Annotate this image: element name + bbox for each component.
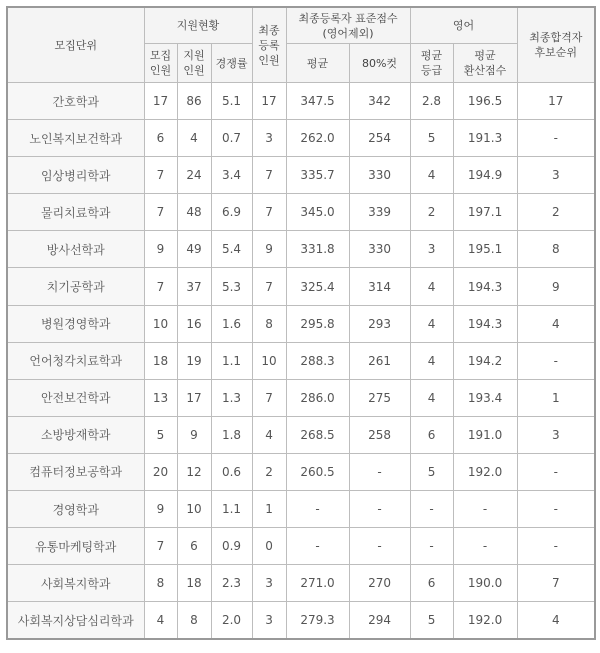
table-row [7, 342, 595, 379]
cell-score-average: 268.5 [286, 416, 349, 453]
cell-competition: 2.3 [211, 565, 252, 602]
cell-english-avg-grade: 3 [410, 231, 453, 268]
cell-score-cut80: 261 [349, 342, 410, 379]
cell-unit-name: 간호학과 [7, 83, 144, 120]
cell-english-avg-converted: 191.0 [453, 416, 517, 453]
cell-score-average: 288.3 [286, 342, 349, 379]
cell-score-average: 347.5 [286, 83, 349, 120]
cell-english-avg-converted: 194.9 [453, 157, 517, 194]
cell-applicants: 24 [177, 157, 211, 194]
table-row [7, 83, 595, 120]
cell-english-avg-converted: 196.5 [453, 83, 517, 120]
cell-applicants: 19 [177, 342, 211, 379]
cell-final-waitlist: 17 [517, 83, 595, 120]
cell-english-avg-grade: - [410, 528, 453, 565]
cell-applicants: 17 [177, 379, 211, 416]
cell-english-avg-converted: 192.0 [453, 453, 517, 490]
header-application-status: 지원현황 [144, 7, 252, 44]
cell-applicants: 49 [177, 231, 211, 268]
table-row [7, 305, 595, 342]
cell-final-registered: 1 [252, 491, 286, 528]
table-body [7, 83, 595, 640]
cell-applicants: 8 [177, 602, 211, 640]
header-applicants: 지원 인원 [177, 44, 211, 83]
cell-final-waitlist: - [517, 491, 595, 528]
cell-score-cut80: - [349, 453, 410, 490]
cell-final-registered: 17 [252, 83, 286, 120]
header-avg-grade: 평균 등급 [410, 44, 453, 83]
cell-applicants: 6 [177, 528, 211, 565]
cell-recruit: 4 [144, 602, 177, 640]
cell-recruit: 8 [144, 565, 177, 602]
cell-final-registered: 3 [252, 565, 286, 602]
cell-unit-name: 안전보건학과 [7, 379, 144, 416]
cell-final-waitlist: 1 [517, 379, 595, 416]
cell-english-avg-grade: - [410, 491, 453, 528]
cell-final-waitlist: - [517, 342, 595, 379]
cell-score-average: 286.0 [286, 379, 349, 416]
header-recruit: 모집 인원 [144, 44, 177, 83]
cell-applicants: 48 [177, 194, 211, 231]
cell-unit-name: 노인복지보건학과 [7, 120, 144, 157]
cell-recruit: 18 [144, 342, 177, 379]
header-avg-converted: 평균 환산점수 [453, 44, 517, 83]
header-average: 평균 [286, 44, 349, 83]
cell-english-avg-grade: 5 [410, 120, 453, 157]
table-row [7, 416, 595, 453]
cell-recruit: 7 [144, 268, 177, 305]
cell-competition: 5.1 [211, 83, 252, 120]
cell-recruit: 10 [144, 305, 177, 342]
cell-competition: 1.8 [211, 416, 252, 453]
header-unit: 모집단위 [7, 7, 144, 83]
table-row [7, 268, 595, 305]
cell-competition: 1.6 [211, 305, 252, 342]
table-row [7, 194, 595, 231]
cell-final-waitlist: - [517, 120, 595, 157]
cell-score-average: 295.8 [286, 305, 349, 342]
cell-applicants: 18 [177, 565, 211, 602]
admissions-table-container [6, 6, 594, 640]
cell-score-cut80: 314 [349, 268, 410, 305]
table-header [7, 7, 595, 83]
cell-final-waitlist: - [517, 528, 595, 565]
cell-score-average: 345.0 [286, 194, 349, 231]
cell-english-avg-grade: 2.8 [410, 83, 453, 120]
header-final-registered: 최종 등록 인원 [252, 7, 286, 83]
cell-english-avg-grade: 6 [410, 416, 453, 453]
cell-recruit: 7 [144, 194, 177, 231]
header-final-score: 최종등록자 표준점수 (영어제외) [286, 7, 410, 44]
cell-english-avg-grade: 6 [410, 565, 453, 602]
cell-score-cut80: 270 [349, 565, 410, 602]
cell-recruit: 7 [144, 157, 177, 194]
cell-competition: 1.1 [211, 342, 252, 379]
cell-english-avg-converted: - [453, 528, 517, 565]
cell-english-avg-converted: 190.0 [453, 565, 517, 602]
cell-unit-name: 사회복지상담심리학과 [7, 602, 144, 640]
cell-competition: 1.3 [211, 379, 252, 416]
cell-applicants: 16 [177, 305, 211, 342]
cell-score-average: 279.3 [286, 602, 349, 640]
cell-english-avg-grade: 4 [410, 157, 453, 194]
cell-score-cut80: 275 [349, 379, 410, 416]
cell-competition: 5.4 [211, 231, 252, 268]
cell-final-waitlist: 3 [517, 416, 595, 453]
cell-final-registered: 3 [252, 120, 286, 157]
table-row [7, 602, 595, 640]
cell-score-average: 271.0 [286, 565, 349, 602]
cell-english-avg-grade: 4 [410, 305, 453, 342]
cell-competition: 1.1 [211, 491, 252, 528]
header-cut80: 80%컷 [349, 44, 410, 83]
header-competition: 경쟁률 [211, 44, 252, 83]
cell-score-average: - [286, 491, 349, 528]
cell-recruit: 20 [144, 453, 177, 490]
cell-english-avg-converted: 194.3 [453, 305, 517, 342]
cell-final-registered: 4 [252, 416, 286, 453]
cell-english-avg-converted: 192.0 [453, 602, 517, 640]
table-row [7, 565, 595, 602]
cell-score-average: 262.0 [286, 120, 349, 157]
cell-competition: 3.4 [211, 157, 252, 194]
cell-unit-name: 치기공학과 [7, 268, 144, 305]
cell-applicants: 86 [177, 83, 211, 120]
cell-score-cut80: - [349, 491, 410, 528]
table-row [7, 528, 595, 565]
cell-score-cut80: 294 [349, 602, 410, 640]
cell-english-avg-converted: 197.1 [453, 194, 517, 231]
cell-final-waitlist: 4 [517, 602, 595, 640]
cell-applicants: 37 [177, 268, 211, 305]
cell-applicants: 4 [177, 120, 211, 157]
cell-final-registered: 7 [252, 379, 286, 416]
cell-unit-name: 병원경영학과 [7, 305, 144, 342]
cell-final-registered: 10 [252, 342, 286, 379]
cell-english-avg-grade: 5 [410, 602, 453, 640]
cell-final-registered: 0 [252, 528, 286, 565]
cell-final-waitlist: 3 [517, 157, 595, 194]
cell-unit-name: 임상병리학과 [7, 157, 144, 194]
cell-unit-name: 사회복지학과 [7, 565, 144, 602]
cell-score-cut80: 339 [349, 194, 410, 231]
cell-recruit: 6 [144, 120, 177, 157]
cell-unit-name: 경영학과 [7, 491, 144, 528]
cell-unit-name: 방사선학과 [7, 231, 144, 268]
cell-english-avg-grade: 4 [410, 379, 453, 416]
cell-unit-name: 컴퓨터정보공학과 [7, 453, 144, 490]
cell-final-registered: 7 [252, 157, 286, 194]
cell-english-avg-grade: 5 [410, 453, 453, 490]
cell-score-average: 335.7 [286, 157, 349, 194]
cell-final-registered: 7 [252, 194, 286, 231]
admissions-table [6, 6, 596, 640]
table-row [7, 379, 595, 416]
cell-english-avg-converted: 194.2 [453, 342, 517, 379]
cell-unit-name: 소방방재학과 [7, 416, 144, 453]
cell-unit-name: 언어청각치료학과 [7, 342, 144, 379]
cell-recruit: 13 [144, 379, 177, 416]
cell-recruit: 7 [144, 528, 177, 565]
cell-final-waitlist: 7 [517, 565, 595, 602]
cell-score-average: 325.4 [286, 268, 349, 305]
cell-final-registered: 9 [252, 231, 286, 268]
cell-final-waitlist: 4 [517, 305, 595, 342]
cell-score-cut80: 293 [349, 305, 410, 342]
table-row [7, 453, 595, 490]
cell-unit-name: 유통마케팅학과 [7, 528, 144, 565]
cell-recruit: 9 [144, 491, 177, 528]
cell-english-avg-converted: - [453, 491, 517, 528]
table-row [7, 157, 595, 194]
cell-recruit: 5 [144, 416, 177, 453]
cell-english-avg-converted: 191.3 [453, 120, 517, 157]
cell-final-registered: 8 [252, 305, 286, 342]
table-row [7, 120, 595, 157]
cell-score-cut80: 254 [349, 120, 410, 157]
header-final-waitlist: 최종합격자 후보순위 [517, 7, 595, 83]
table-row [7, 491, 595, 528]
cell-final-registered: 7 [252, 268, 286, 305]
cell-final-registered: 2 [252, 453, 286, 490]
cell-competition: 5.3 [211, 268, 252, 305]
cell-score-cut80: - [349, 528, 410, 565]
cell-english-avg-grade: 4 [410, 342, 453, 379]
cell-score-cut80: 330 [349, 231, 410, 268]
cell-competition: 0.7 [211, 120, 252, 157]
table-row [7, 231, 595, 268]
cell-competition: 2.0 [211, 602, 252, 640]
cell-score-cut80: 258 [349, 416, 410, 453]
cell-english-avg-grade: 4 [410, 268, 453, 305]
cell-applicants: 12 [177, 453, 211, 490]
cell-english-avg-converted: 194.3 [453, 268, 517, 305]
cell-score-cut80: 330 [349, 157, 410, 194]
cell-english-avg-converted: 195.1 [453, 231, 517, 268]
cell-english-avg-grade: 2 [410, 194, 453, 231]
cell-score-average: 331.8 [286, 231, 349, 268]
cell-score-average: - [286, 528, 349, 565]
cell-final-registered: 3 [252, 602, 286, 640]
cell-applicants: 10 [177, 491, 211, 528]
cell-applicants: 9 [177, 416, 211, 453]
cell-english-avg-converted: 193.4 [453, 379, 517, 416]
cell-score-cut80: 342 [349, 83, 410, 120]
cell-competition: 0.9 [211, 528, 252, 565]
cell-final-waitlist: 2 [517, 194, 595, 231]
header-english: 영어 [410, 7, 517, 44]
cell-recruit: 17 [144, 83, 177, 120]
cell-final-waitlist: 8 [517, 231, 595, 268]
cell-recruit: 9 [144, 231, 177, 268]
cell-unit-name: 물리치료학과 [7, 194, 144, 231]
cell-final-waitlist: - [517, 453, 595, 490]
cell-competition: 0.6 [211, 453, 252, 490]
cell-score-average: 260.5 [286, 453, 349, 490]
cell-final-waitlist: 9 [517, 268, 595, 305]
cell-competition: 6.9 [211, 194, 252, 231]
